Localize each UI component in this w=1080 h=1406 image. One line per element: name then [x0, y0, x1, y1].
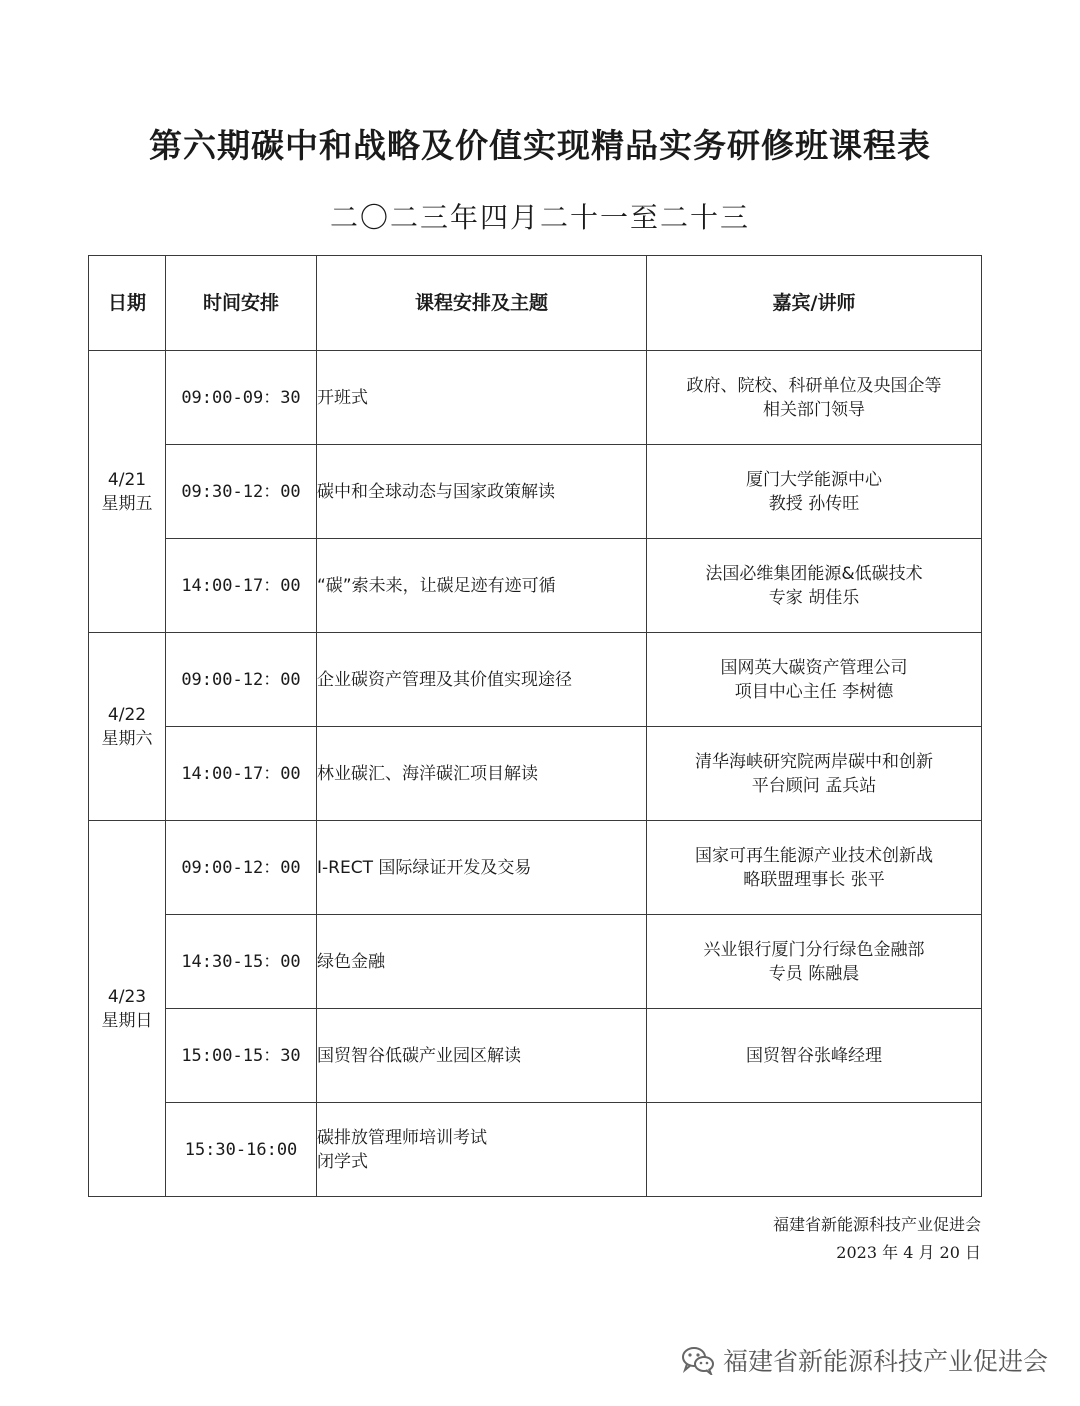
weekday-label: 星期六 [101, 728, 153, 749]
topic-cell [317, 351, 647, 445]
topic-line: 企业碳资产管理及其价值实现途径 [317, 669, 572, 690]
table-row [89, 821, 982, 915]
weekday-label: 星期五 [101, 493, 153, 514]
speaker-line: 略联盟理事长 张平 [743, 869, 885, 890]
watermark-text: 福建省新能源科技产业促进会 [722, 1347, 1048, 1376]
date-cell [89, 821, 166, 1197]
speaker-cell [647, 1009, 982, 1103]
speaker-line: 平台顾问 孟兵站 [751, 775, 877, 796]
date-cell [89, 633, 166, 821]
document-title: 第六期碳中和战略及价值实现精品实务研修班课程表 [149, 126, 931, 165]
speaker-cell [647, 445, 982, 539]
topic-cell [317, 915, 647, 1009]
topic-line: 碳排放管理师培训考试 [317, 1127, 487, 1148]
time-cell: 14:00-17：00 [166, 727, 317, 821]
date-label: 4/23 [107, 986, 147, 1007]
date-label: 4/21 [107, 469, 147, 490]
speaker-line: 政府、院校、科研单位及央国企等 [686, 375, 942, 396]
time-cell: 15:00-15：30 [166, 1009, 317, 1103]
time-cell: 15:30-16:00 [166, 1103, 317, 1197]
document-subtitle: 二〇二三年四月二十一至二十三 [329, 201, 750, 234]
table-row [89, 1103, 982, 1197]
topic-cell [317, 727, 647, 821]
speaker-line: 专家 胡佳乐 [768, 587, 860, 608]
topic-cell [317, 445, 647, 539]
table-row [89, 633, 982, 727]
issuing-organization: 福建省新能源科技产业促进会 [772, 1215, 981, 1234]
speaker-cell [647, 351, 982, 445]
wechat-icon [681, 1345, 715, 1375]
speaker-line: 国网英大碳资产管理公司 [720, 657, 908, 678]
speaker-line: 兴业银行厦门分行绿色金融部 [703, 939, 925, 960]
topic-cell [317, 539, 647, 633]
table-row [89, 727, 982, 821]
table-row [89, 1009, 982, 1103]
topic-line: I-RECT 国际绿证开发及交易 [317, 857, 532, 878]
speaker-cell [647, 539, 982, 633]
issue-date: 2023 年 4 月 20 日 [836, 1243, 981, 1262]
time-cell: 09:00-12：00 [166, 633, 317, 727]
topic-line: 林业碳汇、海洋碳汇项目解读 [317, 763, 538, 784]
speaker-cell-empty [647, 1103, 982, 1197]
header-speaker: 嘉宾/讲师 [647, 256, 982, 351]
speaker-line: 教授 孙传旺 [768, 493, 860, 514]
topic-line: 闭学式 [317, 1151, 368, 1172]
topic-cell [317, 821, 647, 915]
speaker-line: 专员 陈融晨 [768, 963, 860, 984]
speaker-line: 相关部门领导 [763, 399, 865, 420]
time-cell: 09:30-12：00 [166, 445, 317, 539]
schedule-table [88, 255, 982, 1197]
header-date: 日期 [89, 256, 166, 351]
table-row [89, 915, 982, 1009]
time-cell: 09:00-12：00 [166, 821, 317, 915]
topic-cell [317, 633, 647, 727]
wechat-watermark [681, 1340, 1048, 1380]
speaker-cell [647, 915, 982, 1009]
time-cell: 14:00-17：00 [166, 539, 317, 633]
speaker-line: 清华海峡研究院两岸碳中和创新 [695, 751, 933, 772]
header-time: 时间安排 [166, 256, 317, 351]
topic-line: 绿色金融 [317, 951, 385, 972]
speaker-line: 厦门大学能源中心 [746, 469, 882, 490]
table-header-row [89, 256, 982, 351]
date-cell [89, 351, 166, 633]
time-cell: 09:00-09：30 [166, 351, 317, 445]
topic-line: “碳”索未来，让碳足迹有迹可循 [317, 575, 556, 596]
weekday-label: 星期日 [101, 1010, 153, 1031]
speaker-cell [647, 633, 982, 727]
date-label: 4/22 [107, 704, 147, 725]
speaker-line: 国贸智谷张峰经理 [746, 1045, 882, 1066]
table-row [89, 445, 982, 539]
speaker-line: 国家可再生能源产业技术创新战 [695, 845, 933, 866]
topic-cell [317, 1009, 647, 1103]
header-topic: 课程安排及主题 [317, 256, 647, 351]
speaker-line: 法国必维集团能源&低碳技术 [705, 563, 923, 584]
table-row [89, 351, 982, 445]
speaker-cell [647, 821, 982, 915]
topic-line: 国贸智谷低碳产业园区解读 [317, 1045, 521, 1066]
topic-line: 开班式 [317, 387, 368, 408]
topic-line: 碳中和全球动态与国家政策解读 [317, 481, 555, 502]
speaker-line: 项目中心主任 李树德 [734, 681, 894, 702]
speaker-cell [647, 727, 982, 821]
table-row [89, 539, 982, 633]
topic-cell [317, 1103, 647, 1197]
time-cell: 14:30-15：00 [166, 915, 317, 1009]
